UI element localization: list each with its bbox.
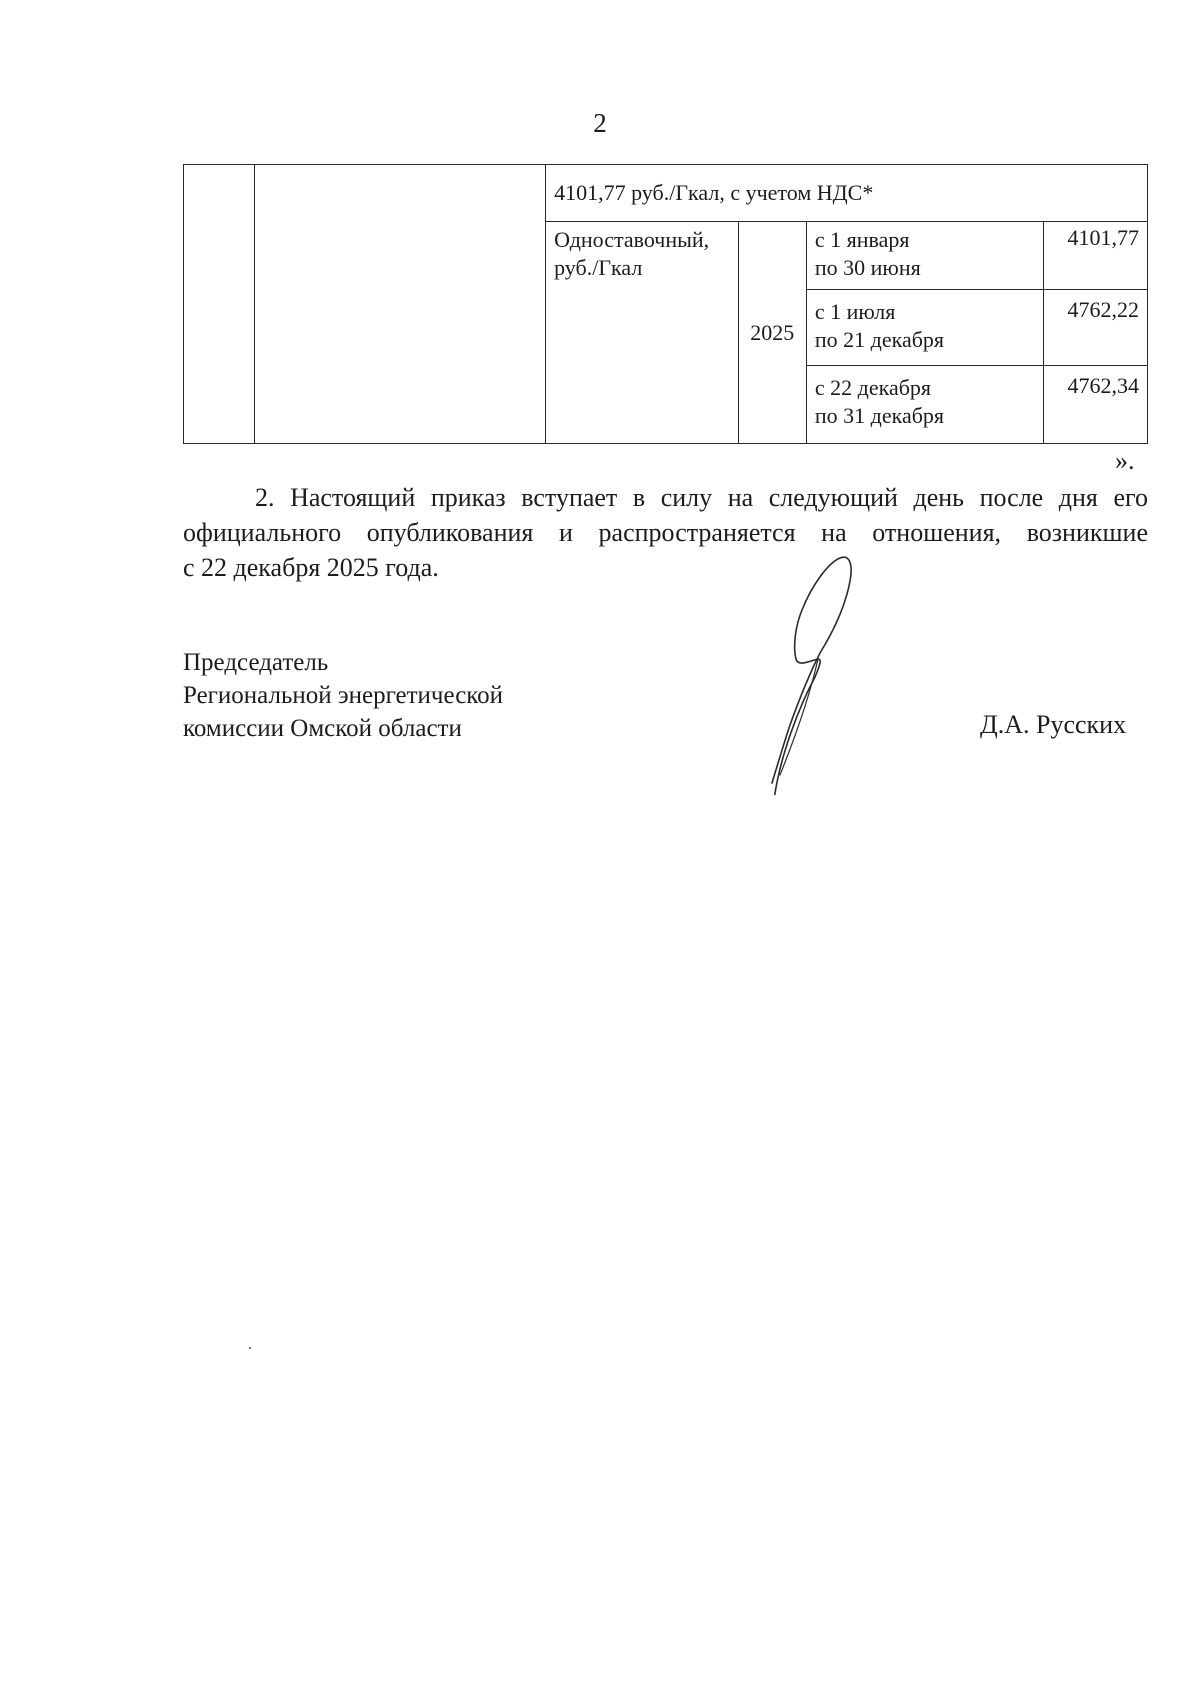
period-cell: [806, 290, 1043, 366]
period-cell: [806, 222, 1043, 290]
tariff-type-cell: [546, 222, 739, 444]
period-start: с 1 января: [814, 227, 910, 252]
tariff-value: 4101,77: [1043, 222, 1147, 290]
period-end: по 31 декабря: [814, 403, 945, 428]
tariff-header: 4101,77 руб./Гкал, с учетом НДС*: [546, 165, 1148, 222]
year-cell: 2025: [738, 222, 806, 444]
paragraph-line: 2. Настоящий приказ вступает в силу на следующий день после дня его: [255, 483, 1148, 512]
paragraph-line: с 22 декабря 2025 года.: [183, 553, 439, 582]
signatory-name: Д.А. Русских: [980, 710, 1127, 739]
position-line: Региональной энергетической: [183, 682, 504, 709]
order-paragraph: [183, 480, 1148, 585]
period-start: с 1 июля: [814, 299, 896, 324]
tariff-value: 4762,34: [1043, 366, 1147, 444]
empty-cell-number: [184, 165, 255, 444]
tariff-type-line-2: руб./Гкал: [554, 255, 643, 280]
tariff-table: [183, 164, 1148, 444]
handwritten-signature: [760, 555, 880, 795]
page-number: 2: [593, 108, 607, 138]
position-line: комиссии Омской области: [183, 715, 462, 742]
position-line: Председатель: [183, 649, 329, 676]
signatory-position: [183, 646, 503, 745]
closing-quote: ».: [1115, 446, 1135, 475]
tariff-type-line-1: Одноставочный,: [554, 227, 710, 252]
scan-speck: [249, 1347, 251, 1349]
period-start: с 22 декабря: [814, 375, 932, 400]
empty-cell-name: [255, 165, 546, 444]
tariff-value: 4762,22: [1043, 290, 1147, 366]
period-end: по 30 июня: [814, 255, 921, 280]
period-cell: [806, 366, 1043, 444]
paragraph-line: официального опубликования и распространяется на отношения, возникшие: [183, 518, 1148, 547]
period-end: по 21 декабря: [814, 327, 945, 352]
